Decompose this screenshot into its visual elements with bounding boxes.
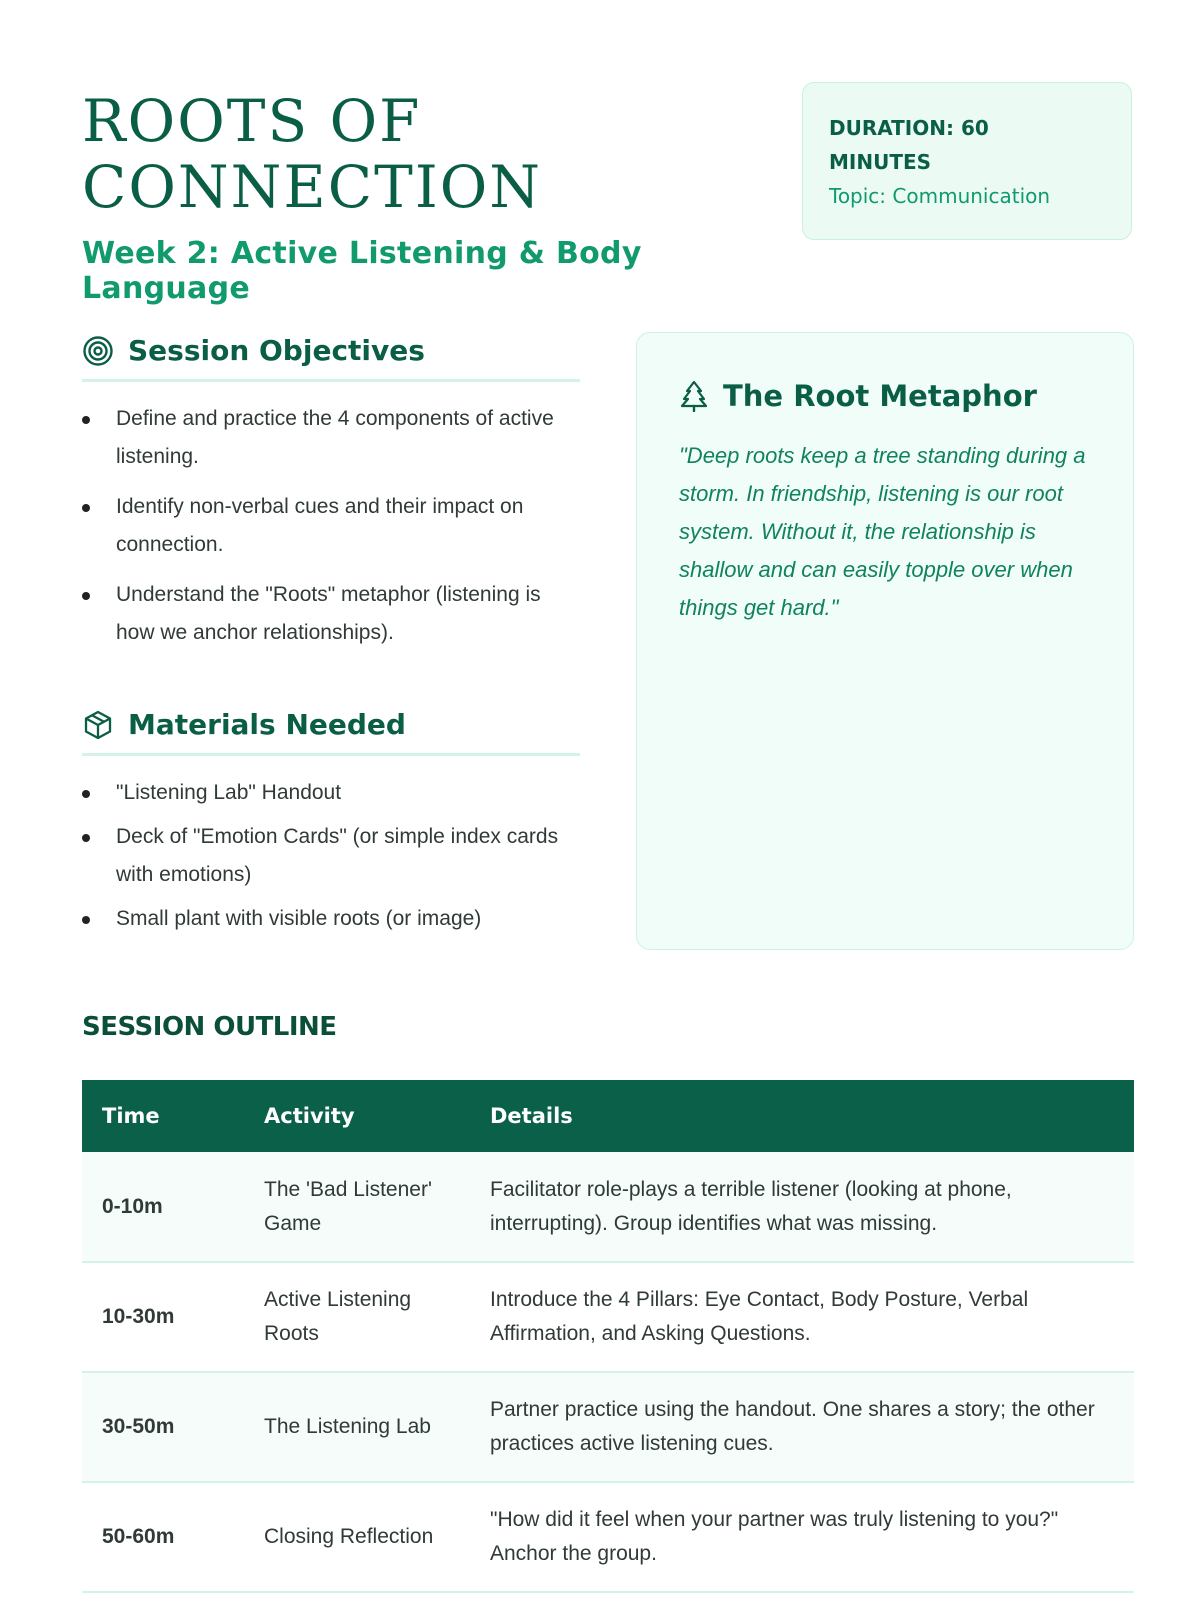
- page-subtitle: Week 2: Active Listening & Body Language: [82, 236, 642, 306]
- metaphor-quote: "Deep roots keep a tree standing during a storm. In friendship, listening is our root system. Without it, the relationship is shallow and can easily topple over when things get hard.": [679, 443, 1086, 620]
- material-text: Deck of "Emotion Cards" (or simple index cards with emotions): [116, 825, 559, 886]
- material-text: "Listening Lab" Handout: [116, 781, 342, 804]
- bullet-dot: [82, 416, 90, 424]
- bullet-dot: [82, 504, 90, 512]
- objective-text: Define and practice the 4 components of active listening.: [116, 407, 554, 468]
- objectives-header: [82, 334, 580, 382]
- duration-label: [829, 111, 1105, 179]
- activity-cell: Closing Reflection: [244, 1482, 470, 1592]
- table-row: [82, 1482, 1134, 1592]
- objective-text: Understand the "Roots" metaphor (listening is how we anchor relationships).: [116, 583, 541, 644]
- duration-info-box: [802, 82, 1132, 240]
- column-header-time: Time: [82, 1080, 244, 1152]
- bullet-dot: [82, 916, 90, 924]
- list-item: [82, 774, 580, 812]
- table-row: [82, 1262, 1134, 1372]
- title-line-2: CONNECTION: [82, 153, 543, 221]
- material-text: Small plant with visible roots (or image): [116, 907, 482, 930]
- bullet-dot: [82, 790, 90, 798]
- session-outline-table: [82, 1080, 1134, 1593]
- activity-cell: Active Listening Roots: [244, 1262, 470, 1372]
- column-header-activity: Activity: [244, 1080, 470, 1152]
- bullet-dot: [82, 834, 90, 842]
- metaphor-card: [636, 332, 1134, 950]
- topic-label: Topic: Communication: [829, 184, 1051, 208]
- time-cell: 10-30m: [82, 1262, 244, 1372]
- page-header: [82, 88, 782, 306]
- time-cell: 30-50m: [82, 1372, 244, 1482]
- time-cell: 50-60m: [82, 1482, 244, 1592]
- objectives-heading: Session Objectives: [128, 334, 425, 367]
- objectives-section: [82, 334, 580, 664]
- materials-list: [82, 774, 580, 938]
- title-line-1: ROOTS OF: [82, 87, 422, 155]
- details-cell: Introduce the 4 Pillars: Eye Contact, Body Posture, Verbal Affirmation, and Asking Questions.: [470, 1262, 1134, 1372]
- details-cell: "How did it feel when your partner was truly listening to you?" Anchor the group.: [470, 1482, 1134, 1592]
- activity-cell: The Listening Lab: [244, 1372, 470, 1482]
- page-title: [82, 88, 782, 220]
- metaphor-header: [679, 379, 1091, 413]
- table-header-row: [82, 1080, 1134, 1152]
- details-cell: Facilitator role-plays a terrible listener (looking at phone, interrupting). Group identifies what was missing.: [470, 1152, 1134, 1262]
- materials-section: [82, 708, 580, 944]
- table-row: [82, 1372, 1134, 1482]
- list-item: [82, 818, 580, 894]
- materials-header: [82, 708, 580, 756]
- column-header-details: Details: [470, 1080, 1134, 1152]
- box-icon: [82, 709, 114, 741]
- list-item: [82, 488, 580, 564]
- objective-text: Identify non-verbal cues and their impact on connection.: [116, 495, 524, 556]
- outline-heading: SESSION OUTLINE: [82, 1012, 337, 1042]
- tree-icon: [679, 380, 709, 412]
- list-item: [82, 900, 580, 938]
- duration-line-2: MINUTES: [829, 150, 932, 174]
- details-cell: Partner practice using the handout. One shares a story; the other practices active listening cues.: [470, 1372, 1134, 1482]
- duration-line-1: DURATION: 60: [829, 116, 989, 140]
- bullet-dot: [82, 592, 90, 600]
- objectives-list: [82, 400, 580, 652]
- time-cell: 0-10m: [82, 1152, 244, 1262]
- list-item: [82, 400, 580, 476]
- table-row: [82, 1152, 1134, 1262]
- materials-heading: Materials Needed: [128, 708, 406, 741]
- metaphor-heading: The Root Metaphor: [723, 379, 1037, 413]
- target-icon: [82, 335, 114, 367]
- list-item: [82, 576, 580, 652]
- activity-cell: The 'Bad Listener' Game: [244, 1152, 470, 1262]
